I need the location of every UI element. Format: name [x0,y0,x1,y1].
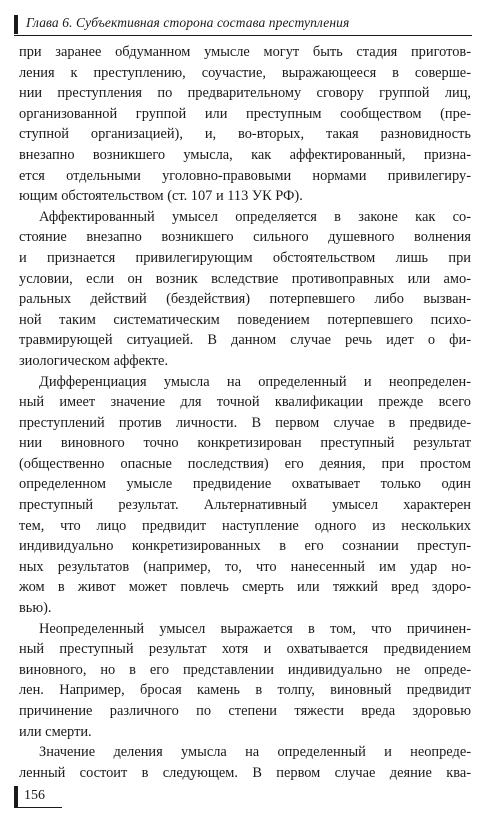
text-line: причинение различного по степени тяжести вреда здоровью [19,703,471,719]
text-line: зиологическом аффекте. [19,352,169,369]
text-line: стояние внезапно возникшего сильного душевного волнения [19,229,471,246]
header-marker-bar [14,15,18,34]
text-line: Аффектированный умысел определяется в законе как со- [39,208,471,225]
paragraph [19,207,471,372]
text-line: лен. Например, бросая камень в толпу, виновный предвидит [19,682,471,699]
text-line: ных результатов (например, то, что нанесенный им удар но- [19,558,471,575]
chapter-title: Глава 6. Субъективная сторона состава преступления [26,15,350,30]
header-rule [14,35,472,36]
text-line: определенном умысле предвидение охватывает только один [19,476,471,493]
text-line: и признается привилегирующим обстоятельством лишь при [19,249,471,266]
text-line: жом в живот может повлечь смерть или тяжкий вред здоро- [19,579,471,596]
text-line: травмирующей ситуацией. В данном случае речь идет о фи- [19,332,471,349]
paragraph [19,619,471,743]
text-line: ной таким систематическим поведением потерпевшего психо- [19,311,471,328]
text-line: ющим обстоятельством (ст. 107 и 113 УК РФ). [19,188,303,205]
text-line: преступный результат. Альтернативный умысел характерен [19,497,471,514]
text-line: при заранее обдуманном умысле могут быть стадия приготов- [19,44,471,60]
page-number: 156 [24,788,45,803]
text-line: индивидуально конкретизированных в его сознании преступ- [19,538,471,555]
footer-rule [14,807,62,808]
text-line: организованной группой или преступным сообществом (пре- [19,105,471,122]
text-line: преступлений против личности. В первом случае в предвиде- [19,414,471,431]
text-line: тем, что лицо предвидит наступление одного из нескольких [19,517,471,534]
text-line: или смерти. [19,723,92,740]
text-line: внезапно возникшего умысла, как аффектированный, призна- [19,146,471,163]
text-line: вью). [19,600,52,617]
text-line: нии преступления по предварительному сговору группой лиц, [19,85,471,102]
paragraph [19,372,471,619]
text-line: ральных действий (бездействия) потерпевшего либо вызван- [19,291,471,308]
page-footer [14,786,114,808]
text-line: ный преступный результат хотя и охватывается предвидением [19,641,471,658]
footer-marker-bar [14,786,18,808]
text-line: ления к преступлению, соучастие, выражающееся в соверше- [19,64,471,81]
page-body [19,42,471,783]
text-line: ный имеет значение для точной квалификации прежде всего [19,394,471,411]
text-line: (общественно опасные последствия) его деяния, при простом [19,455,471,472]
text-line: условии, если он возник вследствие противоправных или амо- [19,270,471,287]
text-line: Значение деления умысла на определенный и неопреде- [39,744,471,761]
running-header [14,12,472,36]
text-line: Дифференциация умысла на определенный и неопределен- [39,373,471,390]
text-line: ется отдельными уголовно-правовыми нормами привилегиру- [19,167,471,184]
text-line: Неопределенный умысел выражается в том, что причинен- [39,620,471,637]
text-line: нии виновного точно конкретизирован преступный результат [19,435,471,452]
text-line: ленный состоит в следующем. В первом случае деяние ква- [19,764,471,781]
paragraph [19,742,471,783]
paragraph [19,42,471,207]
text-line: виновного, но в его представлении индивидуально не опреде- [19,661,471,678]
text-line: ступной организацией), и, во-вторых, такая разновидность [19,126,471,143]
